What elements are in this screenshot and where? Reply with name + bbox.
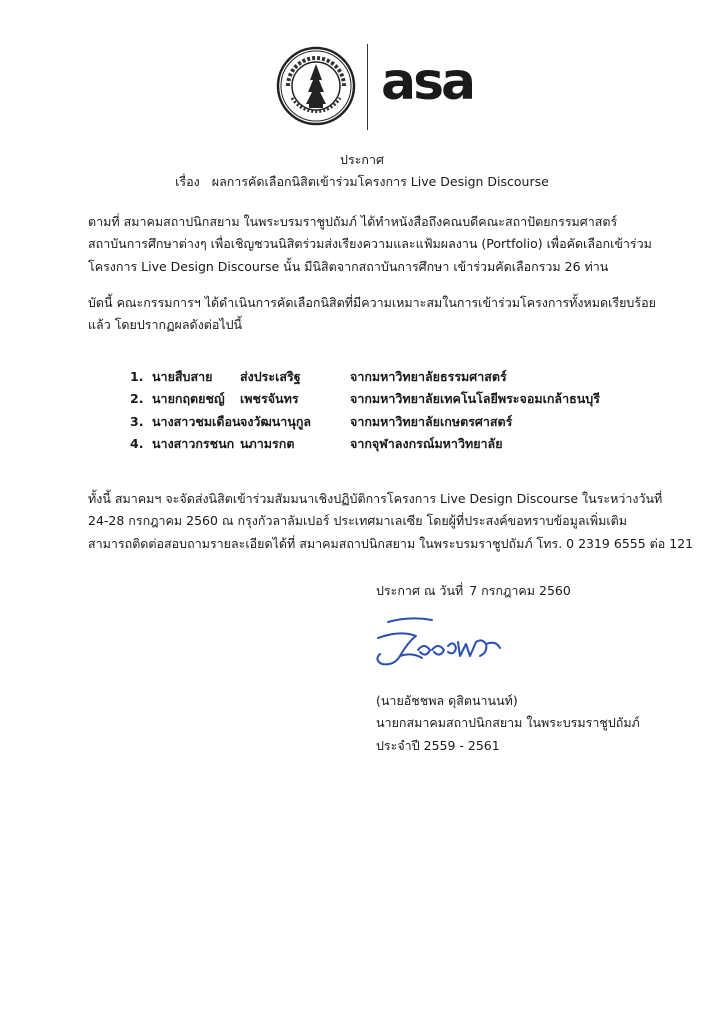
announcement-line: บัดนี้ คณะกรรมการฯ ได้ดำเนินการคัดเลือกนิสิตที่มีความเหมาะสมในการเข้าร่วมโครงการทั้งหมดเรียบร้อย — [88, 295, 656, 310]
student-institution: จากจุฬาลงกรณ์มหาวิทยาลัย — [350, 436, 503, 452]
student-last-name: จงวัฒนานุกูล — [240, 413, 312, 429]
subject-line — [0, 174, 724, 190]
item-number: 1. — [130, 369, 144, 384]
announcement-paragraph — [88, 292, 656, 337]
student-institution: จากมหาวิทยาลัยเกษตรศาสตร์ — [350, 413, 513, 429]
student-first-name: นางสาวกรชนก — [152, 436, 235, 452]
intro-paragraph — [88, 211, 652, 278]
item-number: 4. — [130, 436, 144, 452]
intro-line: สถาบันการศึกษาต่างๆ เพื่อเชิญชวนนิสิตร่วมส่งเรียงความและแฟ้มผลงาน (Portfolio) เพื่อคัดเลือกเข้าร่วม — [88, 236, 652, 252]
student-first-name: นางสาวชมเดือน — [152, 413, 241, 429]
closing-line: 24-28 กรกฎาคม 2560 ณ กรุงกัวลาลัมเปอร์ ประเทศมาเลเซีย โดยผู้ที่ประสงค์ขอทราบข้อมูลเพิ่มเติม — [88, 513, 627, 529]
student-institution: จากมหาวิทยาลัยเทคโนโลยีพระจอมเกล้าธนบุรี — [350, 391, 600, 407]
student-last-name: นภามรกต — [240, 436, 295, 452]
closing-line: ทั้งนี้ สมาคมฯ จะจัดส่งนิสิตเข้าร่วมสัมมนาเชิงปฏิบัติการโครงการ Live Design Discourse ในระหว่างวันที่ — [88, 491, 663, 506]
date-value: 7 กรกฎาคม 2560 — [469, 583, 571, 598]
subject-text: ผลการคัดเลือกนิสิตเข้าร่วมโครงการ Live Design Discourse — [211, 174, 549, 189]
student-last-name: ส่งประเสริฐ — [240, 369, 301, 384]
svg-text:asa: asa — [381, 55, 474, 107]
signer-block — [376, 690, 640, 757]
subject-label: เรื่อง — [175, 174, 200, 189]
student-institution: จากมหาวิทยาลัยธรรมศาสตร์ — [350, 369, 507, 384]
signer-position: นายกสมาคมสถาปนิกสยาม ในพระบรมราชูปถัมภ์ — [376, 715, 640, 731]
student-first-name: นายกฤตยชญ์ — [152, 391, 225, 407]
signer-term: ประจำปี 2559 - 2561 — [376, 737, 500, 753]
page-title: ประกาศ — [340, 152, 384, 167]
student-last-name: เพชรจันทร — [240, 391, 299, 407]
signature-icon — [370, 612, 520, 674]
closing-paragraph — [88, 488, 694, 555]
signer-name: (นายอัชชพล ดุสิตนานนท์) — [376, 693, 518, 708]
announcement-date — [376, 582, 571, 600]
logo-divider — [367, 44, 368, 130]
date-prefix: ประกาศ ณ วันที่ — [376, 583, 464, 598]
announcement-line: แล้ว โดยปรากฏผลดังต่อไปนี้ — [88, 317, 243, 333]
item-number: 3. — [130, 413, 144, 429]
intro-line: ตามที่ สมาคมสถาปนิกสยาม ในพระบรมราชูปถัมภ์ ได้ทำหนังสือถึงคณบดีคณะสถาปัตยกรรมศาสตร์ — [88, 214, 618, 229]
association-seal-icon — [276, 46, 356, 126]
intro-line: โครงการ Live Design Discourse นั้น มีนิสิตจากสถาบันการศึกษา เข้าร่วมคัดเลือกรวม 26 ท่าน — [88, 258, 609, 274]
student-first-name: นายสืบสาย — [152, 369, 213, 384]
item-number: 2. — [130, 391, 144, 407]
asa-logo — [381, 55, 493, 107]
closing-line: สามารถติดต่อสอบถามรายละเอียดได้ที่ สมาคมสถาปนิกสยาม ในพระบรมราชูปถัมภ์ โทร. 0 2319 6555 ต่อ 121 — [88, 535, 694, 551]
